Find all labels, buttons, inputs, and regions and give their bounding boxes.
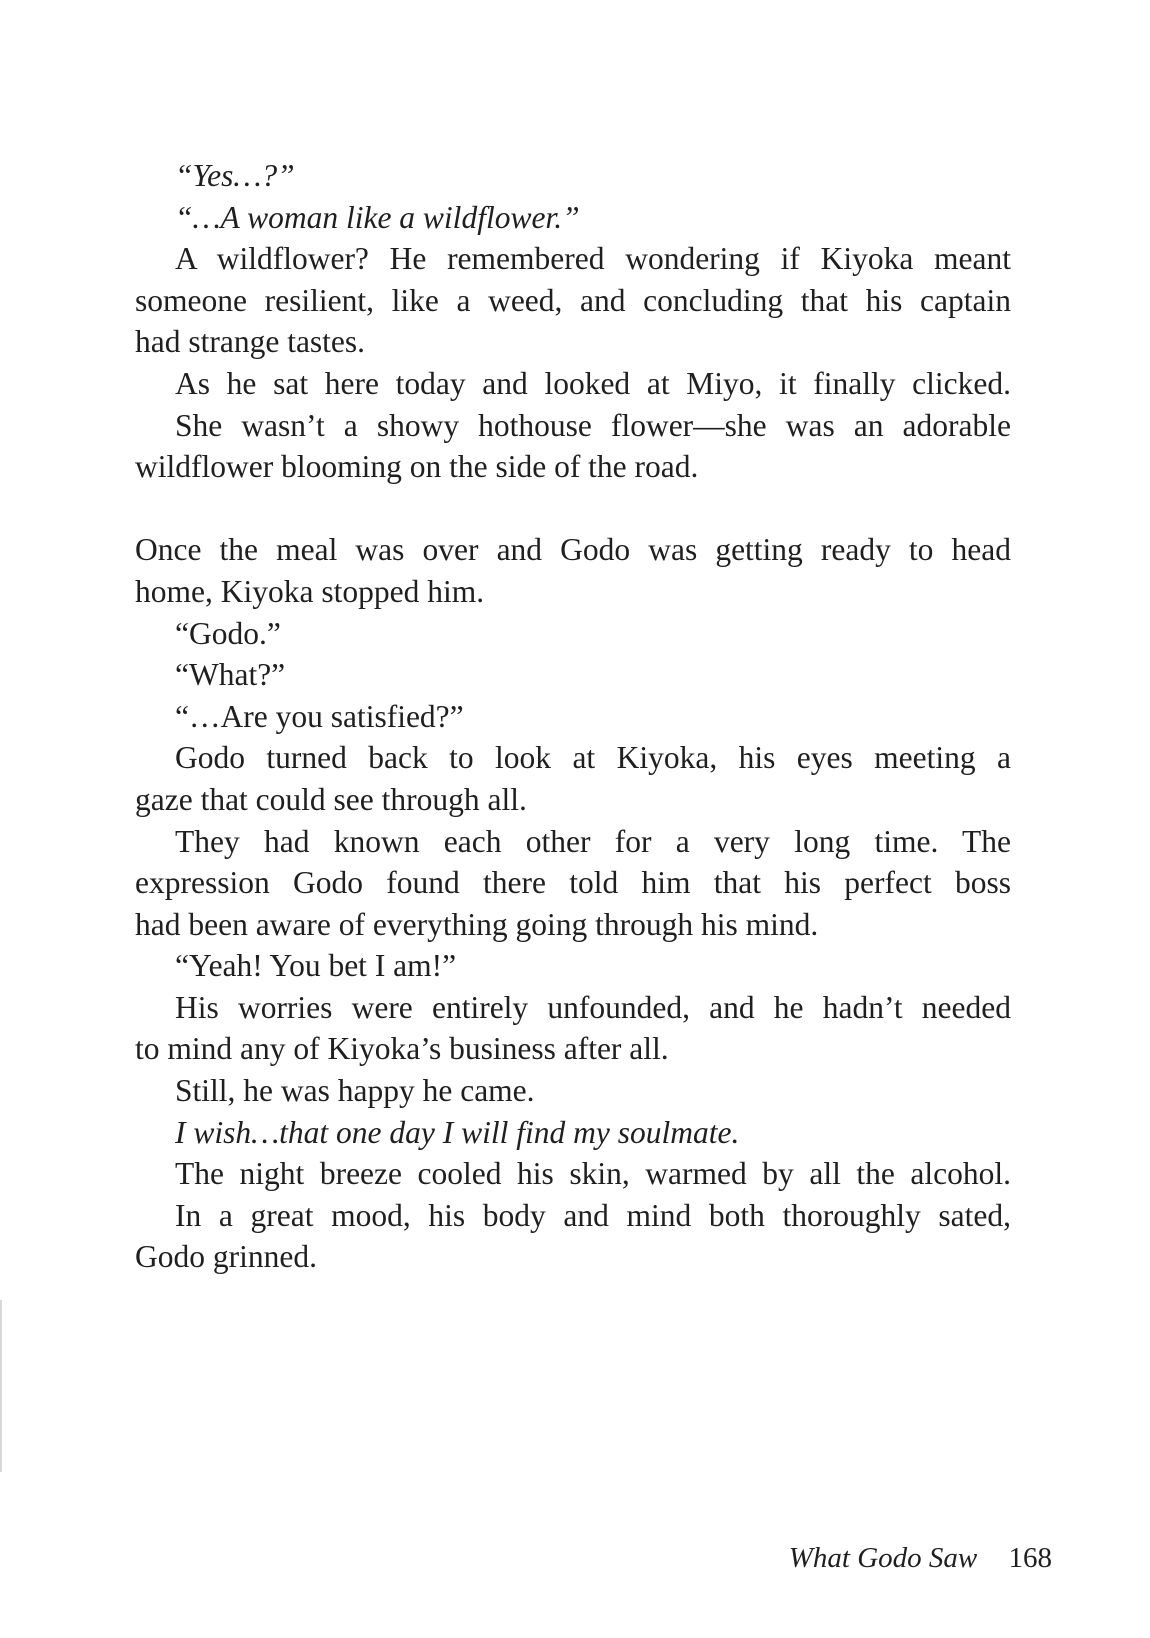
running-title: What Godo Saw [788,1542,978,1574]
text-line: They had known each other for a very long time. The [175,823,1011,859]
text-line: In a great mood, his body and mind both thoroughly sated, [175,1197,1011,1233]
text-line: Still, he was happy he came. [175,1073,535,1109]
text-line: someone resilient, like a weed, and concluding that his captain [135,282,1011,318]
text-line: expression Godo found there told him that his perfect boss [135,865,1011,901]
text-line: wildflower blooming on the side of the road. [135,449,699,485]
text-line: A wildflower? He remembered wondering if Kiyoka meant [175,241,1011,277]
scene-break [135,488,1011,530]
text-line: I wish…that one day I will find my soulmate. [175,1114,740,1150]
text-line: gaze that could see through all. [135,781,527,817]
text-line: had strange tastes. [135,324,366,360]
text-line: As he sat here today and looked at Miyo, it finally clicked. [175,365,1011,401]
body-text [135,155,1011,1278]
page-footer [789,1538,1052,1578]
text-line: “…Are you satisfied?” [175,698,464,734]
text-line: Once the meal was over and Godo was getting ready to head [135,532,1011,568]
text-line: to mind any of Kiyoka’s business after all. [135,1031,669,1067]
text-line: home, Kiyoka stopped him. [135,573,485,609]
text-line: “Yes…?” [175,158,295,193]
text-line: “What?” [175,657,286,693]
text-line: “Godo.” [175,615,281,651]
text-line: She wasn’t a showy hothouse flower—she was an adorable [175,407,1011,443]
text-line: had been aware of everything going through his mind. [135,906,819,942]
text-line: His worries were entirely unfounded, and he hadn’t needed [175,989,1011,1025]
text-line: “…A woman like a wildflower.” [175,199,580,235]
page-number: 168 [1008,1542,1052,1574]
text-line: Godo turned back to look at Kiyoka, his eyes meeting a [175,740,1011,776]
text-line: “Yeah! You bet I am!” [175,948,457,984]
page-edge-line [0,1300,2,1472]
text-line: Godo grinned. [135,1239,317,1275]
text-line: The night breeze cooled his skin, warmed by all the alcohol. [175,1156,1011,1192]
